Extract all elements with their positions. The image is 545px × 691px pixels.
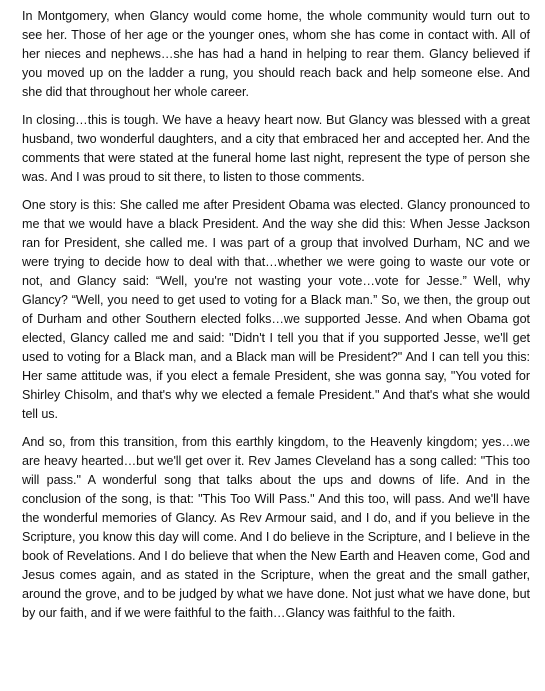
document-page: [22, 7, 530, 632]
paragraph-one-story: One story is this: She called me after President Obama was elected. Glancy pronounced to me that we would have a black President. And the way she did this: When Jesse Jackson ran for President, she called me. I was part of a group that involved Durham, NC and we were trying to decide how to deal with that…whether we were going to waste our vote or not, and Glancy said: “Well, you're not wasting your vote…vote for Jesse.” Well, why Glancy? “Well, you need to get used to voting for a Black man.” So, we then, the group out of Durham and other Southern elected folks…we supported Jesse. And when Obama got elected, Glancy called me and said: "Didn't I tell you that if you supported Jesse, we'll get used to voting for a Black man, and a Black man will be President?" And I can tell you this: Her same attitude was, if you elect a female President, she was gonna say, "You voted for Shirley Chisolm, and that's why we elected a female President." And that's what she would tell us.: [22, 198, 530, 421]
paragraph-montgomery: In Montgomery, when Glancy would come home, the whole community would turn out to see her. Those of her age or the younger ones, whom she has come in contact with. All of her nieces and nephews…she has had a hand in helping to rear them. Glancy believed if you moved up on the ladder a rung, you should reach back and help someone else. And she did that throughout her whole career.: [22, 9, 530, 99]
paragraph-transition: And so, from this transition, from this earthly kingdom, to the Heavenly kingdom; yes…we are heavy hearted…but we'll get over it. Rev James Cleveland has a song called: "This too will pass." A wonderful song that talks about the ups and downs of life. And in the conclusion of the song, is that: "This Too Will Pass." And this too, will pass. And we'll have the wonderful memories of Glancy. As Rev Armour said, and I do, and if you believe in the Scripture, you know this day will come. And I do believe in the Scripture, and I believe in the book of Revelations. And I do believe that when the New Earth and Heaven come, God and Jesus comes again, and as stated in the Scripture, when the great and the small gather, around the grove, and to be judged by what we have done. Not just what we have done, but by our faith, and if we were faithful to the faith…Glancy was faithful to the faith.: [22, 435, 530, 620]
paragraph-in-closing: In closing…this is tough. We have a heavy heart now. But Glancy was blessed with a great husband, two wonderful daughters, and a city that embraced her and accepted her. And the comments that were stated at the funeral home last night, represent the type of person she was. And I was proud to sit there, to listen to those comments.: [22, 113, 530, 184]
